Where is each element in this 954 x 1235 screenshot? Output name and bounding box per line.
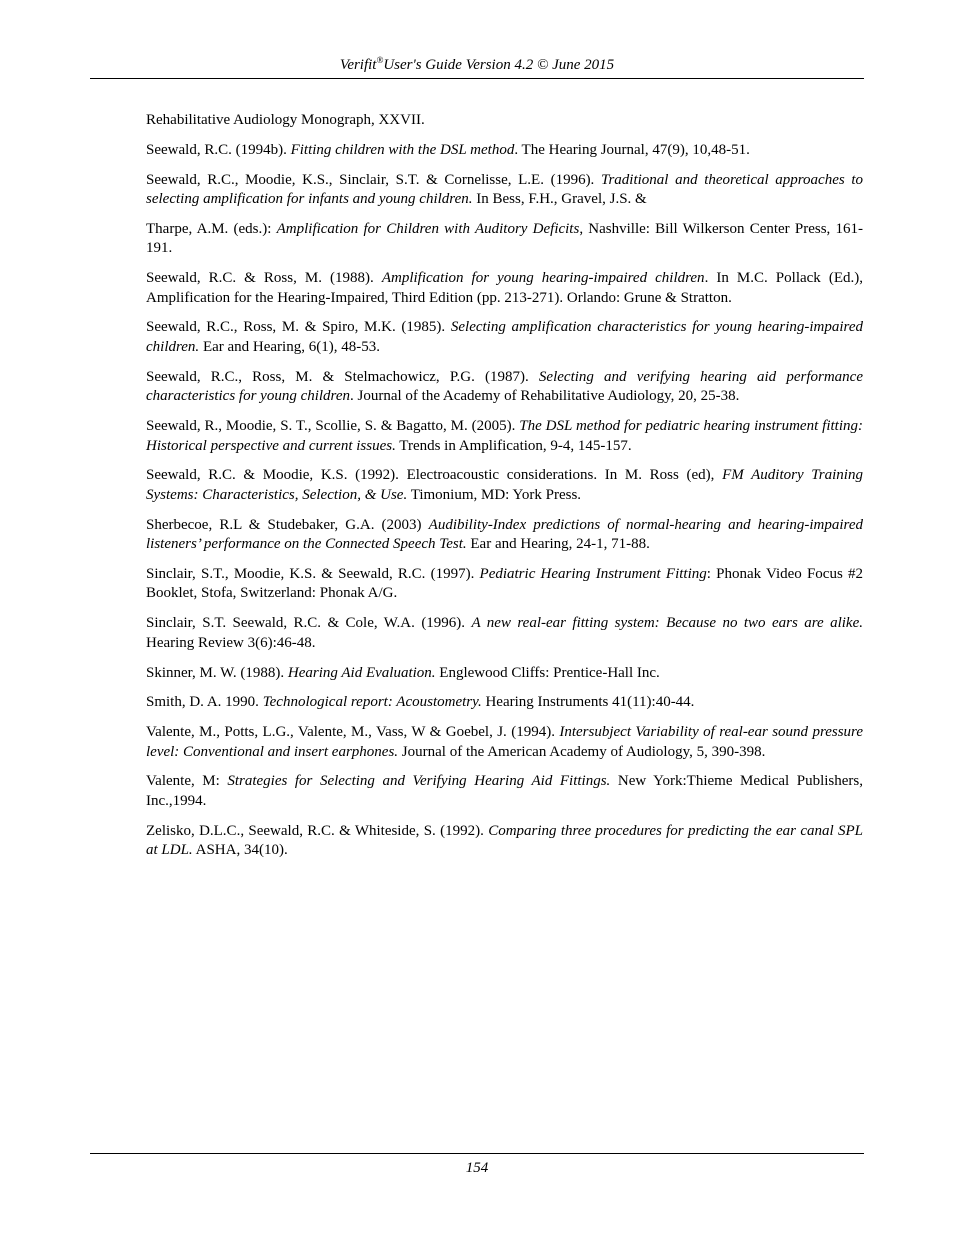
reference-text: Sinclair, S.T. Seewald, R.C. & Cole, W.A. (1996). <box>146 615 472 632</box>
reference-text: Journal of the American Academy of Audiology, 5, 390-398. <box>398 743 766 760</box>
registered-mark: ® <box>376 55 384 65</box>
reference-title: Intersubject Variability of real-ear sound pressure level: Conventional and insert earphones. <box>146 724 863 760</box>
running-header <box>90 55 864 75</box>
page-number: 154 <box>465 1160 489 1176</box>
reference-entry <box>146 772 863 811</box>
reference-text: Seewald, R., Moodie, S. T., Scollie, S. & Bagatto, M. (2005). <box>146 418 520 435</box>
reference-text: Valente, M., Potts, L.G., Valente, M., Vass, W & Goebel, J. (1994). <box>146 724 560 741</box>
reference-entry <box>146 417 863 456</box>
reference-title: Fitting children with the DSL method <box>290 141 515 158</box>
reference-entry <box>146 516 863 555</box>
reference-text: Zelisko, D.L.C., Seewald, R.C. & Whiteside, S. (1992). <box>146 822 489 839</box>
reference-title: Audibility-Index predictions of normal-hearing and hearing-impaired listeners’ performance on the Connected Speech Test. <box>146 516 864 553</box>
reference-text: Seewald, R.C. & Ross, M. (1988). <box>146 270 382 287</box>
reference-entry <box>146 111 863 131</box>
reference-title: Selecting and verifying hearing aid performance characteristics for young children <box>146 368 863 405</box>
reference-entry <box>146 723 863 762</box>
reference-text: , Nashville: Bill Wilkerson Center Press, 161-191. <box>146 220 864 257</box>
reference-text: Seewald, R.C. (1994b). <box>146 141 291 158</box>
header-brand: Verifit <box>339 57 377 73</box>
footer-rule <box>90 1153 864 1154</box>
reference-entry <box>146 664 863 684</box>
reference-text: Timonium, MD: York Press. <box>407 486 582 503</box>
reference-title: Pediatric Hearing Instrument Fitting <box>479 565 707 582</box>
reference-text: Seewald, R.C., Moodie, K.S., Sinclair, S.T. & Cornelisse, L.E. (1996). <box>146 171 601 188</box>
reference-entry <box>146 141 863 161</box>
reference-text: Seewald, R.C., Ross, M. & Stelmachowicz, P.G. (1987). <box>146 368 539 385</box>
reference-text: New York:Thieme Medical Publishers, Inc.,1994. <box>146 773 863 809</box>
reference-text: Seewald, R.C., Ross, M. & Spiro, M.K. (1985). <box>146 319 451 336</box>
reference-entry <box>146 614 863 653</box>
reference-entry <box>146 269 863 308</box>
reference-title: Technological report: Acoustometry. <box>262 694 482 711</box>
reference-text: : Phonak Video Focus #2 Booklet, Stofa, Switzerland: Phonak A/G. <box>146 565 863 602</box>
reference-text: Hearing Instruments 41(11):40-44. <box>481 694 695 711</box>
reference-title: FM Auditory Training Systems: Characteristics, Selection, & Use. <box>146 467 863 503</box>
reference-text: . The Hearing Journal, 47(9), 10,48-51. <box>514 141 750 158</box>
reference-entry <box>146 466 863 505</box>
reference-title: The DSL method for pediatric hearing instrument fitting: Historical perspective and current issues. <box>146 418 863 454</box>
reference-entry <box>146 822 863 861</box>
reference-entry <box>146 171 863 210</box>
reference-text: Sherbecoe, R.L & Studebaker, G.A. (2003) <box>146 516 429 533</box>
reference-text: Valente, M: <box>146 773 228 790</box>
reference-text: In Bess, F.H., Gravel, J.S. & <box>472 191 647 208</box>
reference-title: Amplification for young hearing-impaired children <box>381 270 705 287</box>
reference-title: Traditional and theoretical approaches to selecting amplification for infants and young children. <box>146 171 864 208</box>
reference-title: Strategies for Selecting and Verifying Hearing Aid Fittings. <box>227 773 611 790</box>
reference-entry <box>146 318 863 357</box>
reference-text: Seewald, R.C. & Moodie, K.S. (1992). Electroacoustic considerations. In M. Ross (ed), <box>146 467 723 484</box>
reference-text: Ear and Hearing, 24-1, 71-88. <box>466 536 650 553</box>
reference-entry <box>146 368 863 407</box>
reference-entry <box>146 693 863 713</box>
reference-text: Smith, D. A. 1990. <box>146 694 263 711</box>
reference-entry <box>146 220 863 259</box>
reference-text: Trends in Amplification, 9-4, 145-157. <box>395 437 632 454</box>
reference-text: ASHA, 34(10). <box>192 842 288 859</box>
header-rest: User's Guide Version 4.2 © June 2015 <box>383 57 615 73</box>
reference-text: Hearing Review 3(6):46-48. <box>146 634 316 651</box>
reference-title: Amplification for Children with Auditory Deficits <box>276 220 580 237</box>
reference-title: Comparing three procedures for predicting the ear canal SPL at LDL. <box>146 822 863 859</box>
reference-text: Skinner, M. W. (1988). <box>146 664 288 681</box>
reference-title: Hearing Aid Evaluation. <box>287 664 436 681</box>
reference-text: . Journal of the Academy of Rehabilitative Audiology, 20, 25-38. <box>350 388 740 405</box>
reference-title: Selecting amplification characteristics for young hearing-impaired children. <box>146 319 863 355</box>
reference-text: Englewood Cliffs: Prentice-Hall Inc. <box>435 664 660 681</box>
reference-text: Tharpe, A.M. (eds.): <box>146 220 277 237</box>
reference-list <box>146 111 863 871</box>
reference-text: Ear and Hearing, 6(1), 48-53. <box>199 338 380 355</box>
reference-entry <box>146 565 863 604</box>
reference-title: A new real-ear fitting system: Because no two ears are alike. <box>471 615 863 632</box>
reference-text: Rehabilitative Audiology Monograph, XXVII. <box>146 112 425 128</box>
reference-text: Sinclair, S.T., Moodie, K.S. & Seewald, R.C. (1997). <box>146 565 480 582</box>
reference-text: . In M.C. Pollack (Ed.), Amplification for the Hearing-Impaired, Third Edition (pp. 213-271). Orlando: Grune & Stratton. <box>146 270 864 306</box>
header-rule <box>90 78 864 79</box>
